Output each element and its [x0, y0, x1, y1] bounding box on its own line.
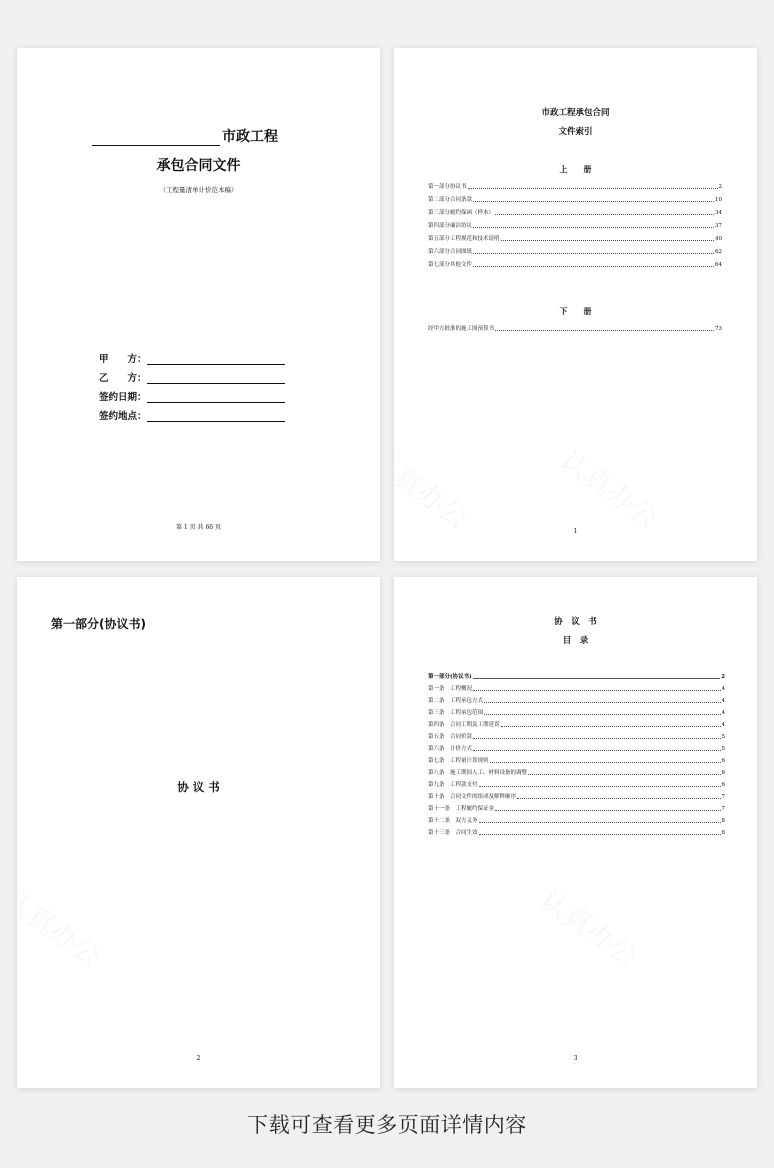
page-footer: 2	[196, 1055, 201, 1062]
toc-item-page: 62	[715, 249, 722, 255]
field-blank	[147, 392, 285, 403]
toc-item-text: 第十一条 工程履约保证金	[428, 806, 495, 812]
toc-item-text: 第七条 工程量计算规则	[428, 758, 489, 764]
page-footer: 第 1 页 共 66 页	[176, 524, 221, 531]
toc-item-text: 第四部分廉洁协议	[428, 223, 473, 229]
toc-item-page: 6	[721, 782, 725, 788]
toc-leader	[473, 201, 714, 202]
project-name-blank	[92, 132, 220, 146]
toc-leader	[484, 702, 720, 703]
toc-leader	[517, 798, 720, 799]
cover-title-2: 承包合同文件	[156, 158, 241, 174]
toc-item-text: 经甲方批准的施工图预算书	[428, 326, 495, 332]
toc-item[interactable]	[428, 259, 722, 268]
toc-item-text: 第三部分履约保函（样本）	[428, 210, 495, 216]
toc-item-page: 8	[721, 830, 725, 836]
toc-item-page: 4	[721, 722, 725, 728]
toc-leader	[473, 253, 714, 254]
toc-leader	[501, 726, 721, 727]
toc-item-page: 6	[721, 770, 725, 776]
toc-item-text: 第六部分合同图纸	[428, 249, 473, 255]
toc-item-page: 4	[721, 686, 725, 692]
toc-leader	[501, 240, 714, 241]
toc-item[interactable]	[428, 181, 722, 190]
field-party-b	[99, 370, 285, 384]
volume-2-heading: 下 册	[559, 307, 592, 316]
toc-item[interactable]	[428, 803, 725, 812]
toc-leader	[473, 266, 714, 267]
toc-item-page: 8	[721, 818, 725, 824]
toc-subtitle: 目 录	[562, 636, 589, 646]
toc-item-page: 2	[721, 674, 725, 680]
toc-leader	[473, 750, 720, 751]
toc-leader	[473, 738, 720, 739]
toc-item-text: 第四条 合同工期及工期延误	[428, 722, 500, 728]
toc-item-page: 6	[721, 758, 725, 764]
toc-item-page: 34	[715, 210, 722, 216]
toc-item[interactable]	[428, 791, 725, 800]
toc-leader	[528, 774, 720, 775]
toc-item-text: 第三条 工程承包范围	[428, 710, 484, 716]
index-page	[394, 48, 757, 561]
toc-leader	[473, 690, 720, 691]
toc-item[interactable]	[428, 707, 725, 716]
toc-item-text: 第八条 施工期间人工、材料设备的调整	[428, 770, 528, 776]
toc-item-page: 40	[715, 236, 722, 242]
toc-item-text: 第九条 工程款支付	[428, 782, 478, 788]
toc-item-page: 10	[715, 197, 722, 203]
toc-item[interactable]	[428, 767, 725, 776]
toc-item-text: 第七部分其他文件	[428, 262, 473, 268]
toc-item-text: 第十三条 合同生效	[428, 830, 478, 836]
page-footer: 1	[573, 528, 578, 535]
toc-item[interactable]	[428, 731, 725, 740]
toc-item-text: 第五部分工程规范和技术说明	[428, 236, 500, 242]
field-blank	[147, 354, 285, 365]
toc-item-page: 5	[721, 734, 725, 740]
toc-item-text: 第五条 合同价款	[428, 734, 473, 740]
toc-item-text: 第一条 工程概况	[428, 686, 473, 692]
toc-leader	[473, 678, 720, 679]
watermark	[17, 878, 110, 975]
part-heading: 第一部分(协议书)	[51, 617, 146, 631]
field-label: 甲 方：	[99, 354, 147, 365]
field-blank	[147, 411, 285, 422]
page-footer: 3	[573, 1055, 578, 1062]
toc-item-page: 73	[715, 326, 722, 332]
toc-leader	[479, 786, 721, 787]
index-title: 市政工程承包合同	[541, 108, 610, 118]
toc-leader	[479, 834, 721, 835]
toc-leader	[495, 810, 720, 811]
toc-item[interactable]	[428, 323, 722, 332]
toc-title: 协 议 书	[554, 617, 597, 627]
watermark	[394, 439, 477, 536]
field-label: 签约日期：	[99, 392, 147, 403]
toc-leader	[490, 762, 721, 763]
toc-item[interactable]	[428, 719, 725, 728]
agreement-toc-page	[394, 577, 757, 1088]
cover-subtitle: （工程量清单计价范本稿）	[159, 186, 238, 194]
volume-1-heading: 上 册	[559, 165, 592, 174]
toc-item-text: 第一部分(协议书)	[428, 674, 472, 680]
toc-item[interactable]	[428, 233, 722, 242]
cover-title-line	[92, 126, 278, 146]
cover-title-suffix: 市政工程	[222, 129, 278, 145]
toc-item[interactable]	[428, 779, 725, 788]
toc-leader	[473, 227, 714, 228]
toc-item[interactable]	[428, 743, 725, 752]
download-caption[interactable]: 下载可查看更多页面详情内容	[247, 1113, 527, 1137]
toc-item-text: 第十条 合同文件的组成及解释顺序	[428, 794, 517, 800]
field-label: 签约地点：	[99, 411, 147, 422]
toc-item-page: 37	[715, 223, 722, 229]
toc-item[interactable]	[428, 815, 725, 824]
toc-item[interactable]	[428, 695, 725, 704]
toc-item-page: 7	[721, 806, 725, 812]
toc-leader	[479, 822, 721, 823]
field-label: 乙 方：	[99, 373, 147, 384]
toc-item-page: 5	[721, 746, 725, 752]
field-blank	[147, 373, 285, 384]
toc-leader	[468, 188, 718, 189]
field-party-a	[99, 351, 285, 365]
toc-item-text: 第二条 工程承包方式	[428, 698, 484, 704]
toc-item-page: 64	[715, 262, 722, 268]
toc-item[interactable]	[428, 207, 722, 216]
toc-leader	[484, 714, 720, 715]
toc-item[interactable]	[428, 220, 722, 229]
field-sign-date	[99, 389, 285, 403]
toc-leader	[495, 330, 714, 331]
toc-item-text: 第一部分协议书	[428, 184, 467, 190]
toc-item-page: 4	[721, 698, 725, 704]
toc-item[interactable]	[428, 755, 725, 764]
toc-item-text: 第十二条 双方义务	[428, 818, 478, 824]
toc-item-page: 2	[718, 184, 722, 190]
toc-item-page: 7	[721, 794, 725, 800]
index-subtitle: 文件索引	[558, 127, 593, 137]
agreement-cover-page	[17, 577, 380, 1088]
cover-page	[17, 48, 380, 561]
field-sign-place	[99, 408, 285, 422]
toc-item-page: 4	[721, 710, 725, 716]
watermark	[533, 878, 648, 975]
toc-item-text: 第二部分合同条款	[428, 197, 473, 203]
toc-item-text: 第六条 计价方式	[428, 746, 473, 752]
toc-item[interactable]	[428, 194, 722, 203]
toc-leader	[495, 214, 714, 215]
toc-item[interactable]	[428, 671, 725, 680]
watermark	[553, 439, 668, 536]
toc-item[interactable]	[428, 827, 725, 836]
agreement-title: 协 议 书	[177, 780, 220, 794]
toc-item[interactable]	[428, 246, 722, 255]
toc-item[interactable]	[428, 683, 725, 692]
